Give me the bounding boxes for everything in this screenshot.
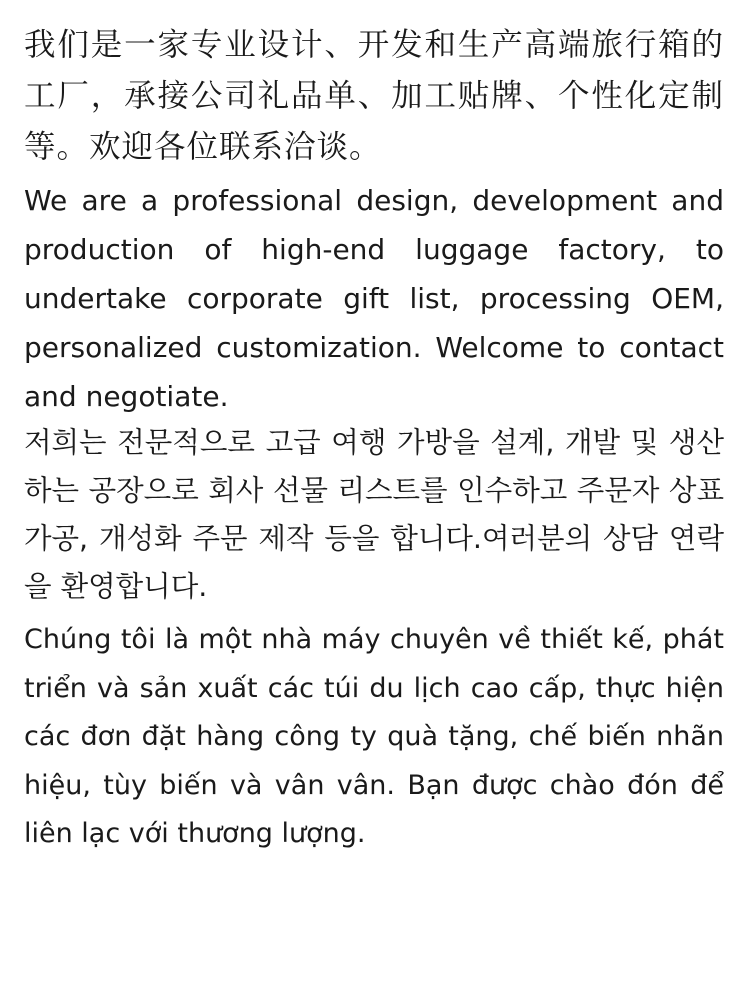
company-introduction [24, 20, 724, 859]
intro-paragraph-korean: 저희는 전문적으로 고급 여행 가방을 설계, 개발 및 생산하는 공장으로 회사 선물 리스트를 인수하고 주문자 상표 가공, 개성화 주문 제작 등을 합니다.여러분의 상담 연락을 환영합니다. [24, 426, 724, 603]
intro-paragraph-english: We are a professional design, development and production of high-end luggage factory, to undertake corporate gift list, processing OEM, personalized customization. Welcome to contact and negotiate. [24, 184, 724, 413]
intro-paragraph-vietnamese: Chúng tôi là một nhà máy chuyên về thiết kế, phát triển và sản xuất các túi du lịch cao cấp, thực hiện các đơn đặt hàng công ty quà tặng, chế biến nhãn hiệu, tùy biến và vân vân. Bạn được chào đón để liên lạc với thương lượng. [24, 624, 724, 849]
intro-paragraph-chinese: 我们是一家专业设计、开发和生产高端旅行箱的工厂，承接公司礼品单、加工贴牌、个性化定制等。欢迎各位联系洽谈。 [24, 27, 724, 165]
